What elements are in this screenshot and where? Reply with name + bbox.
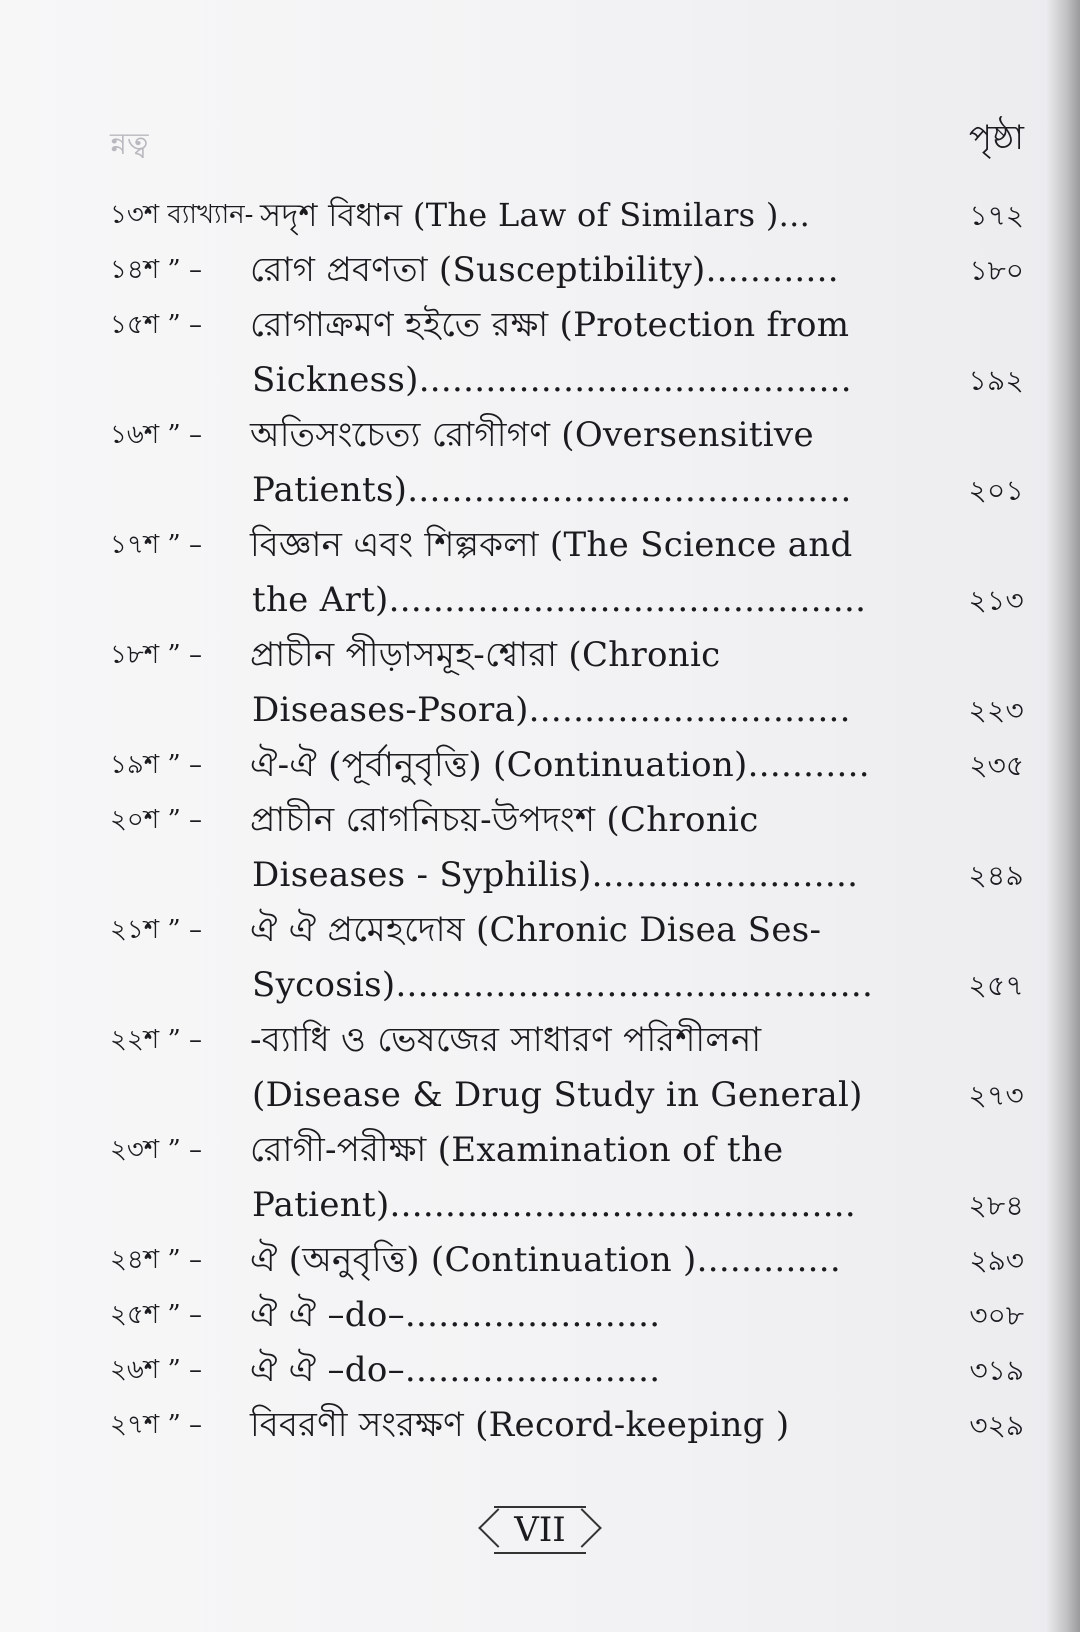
chapter-title: -ব্যাধি ও ভেষজের সাধারণ পরিশীলনা (250, 1020, 762, 1060)
chapter-title-continuation: Sycosis)........................................... (252, 965, 874, 1005)
chapter-title-continuation: the Art)........................................... (252, 580, 867, 620)
page-reference: ১৯২ (968, 364, 1024, 397)
chapter-number: ১৬শ ” – (110, 420, 202, 450)
chapter-number: ২১শ ” – (110, 915, 202, 945)
chapter-title-continuation: Patient).......................................... (252, 1185, 857, 1225)
chapter-title: ঐ ঐ –do–....................... (250, 1295, 661, 1335)
toc-entry-line (110, 1233, 1024, 1288)
toc-entry-line (110, 298, 1024, 353)
toc-entry (110, 518, 1024, 628)
chapter-title: বিজ্ঞান এবং শিল্পকলা (The Science and (250, 525, 853, 565)
page-reference: ২২৩ (968, 694, 1024, 727)
chapter-title: ঐ (অনুবৃত্তি) (Continuation )............. (250, 1240, 841, 1280)
toc-entry-continuation-line (110, 848, 1024, 903)
chapter-title-continuation: (Disease & Drug Study in General) (252, 1075, 863, 1115)
chapter-number: ২৪শ ” – (110, 1245, 202, 1275)
page-edge-shadow (1046, 0, 1080, 1632)
page-reference: ২৯৩ (969, 1244, 1024, 1277)
chapter-title: রোগাক্রমণ হইতে রক্ষা (Protection from (250, 305, 850, 345)
toc-entry-line (110, 1123, 1024, 1178)
page-reference: ৩২৯ (969, 1409, 1024, 1442)
toc-entry-line (110, 628, 1024, 683)
toc-entry (110, 1398, 1024, 1453)
toc-entry-continuation-line (110, 353, 1024, 408)
toc-entry (110, 628, 1024, 738)
table-of-contents (110, 188, 1024, 1453)
toc-entry-line (110, 518, 1024, 573)
toc-entry-line (110, 1288, 1024, 1343)
toc-entry-line (110, 1013, 1024, 1068)
chapter-title: ঐ-ঐ (পূর্বানুবৃত্তি) (Continuation)........... (250, 745, 870, 785)
toc-entry-line (110, 903, 1024, 958)
toc-entry (110, 408, 1024, 518)
chapter-title: প্রাচীন পীড়াসমূহ-শ্বোরা (Chronic (250, 635, 721, 675)
chapter-number: ১৪শ ” – (110, 255, 202, 285)
page-reference: ২৭৩ (968, 1079, 1024, 1112)
toc-entry (110, 903, 1024, 1013)
toc-entry-line (110, 793, 1024, 848)
chapter-title: রোগী-পরীক্ষা (Examination of the (250, 1130, 784, 1170)
toc-entry-continuation-line (110, 683, 1024, 738)
chapter-title: ঐ ঐ প্রমেহদোষ (Chronic Disea Ses- (250, 910, 822, 950)
page-reference: ২৩৫ (969, 749, 1024, 782)
chapter-title-continuation: Sickness)....................................... (252, 360, 852, 400)
chapter-number: ১৫শ ” – (110, 310, 202, 340)
chapter-number: ২৩শ ” – (110, 1135, 203, 1165)
toc-entry-line (110, 1398, 1024, 1453)
toc-entry-line (110, 1343, 1024, 1398)
toc-entry (110, 1123, 1024, 1233)
chapter-number: ২২শ ” – (110, 1025, 203, 1055)
toc-entry (110, 1288, 1024, 1343)
chapter-title-continuation: Diseases - Syphilis)........................ (252, 855, 859, 895)
toc-entry-continuation-line (110, 463, 1024, 518)
page-reference: ১৭২ (969, 199, 1024, 232)
chapter-number: ২৭শ ” – (110, 1410, 203, 1440)
chapter-title-continuation: Diseases-Psora)............................. (252, 690, 851, 730)
chapter-number: ২৬শ ” – (110, 1355, 203, 1385)
toc-entry-line (110, 408, 1024, 463)
page-column-label: পৃষ্ঠা (968, 118, 1024, 158)
page-footer (0, 1506, 1080, 1554)
chapter-title: ঐ ঐ –do–....................... (250, 1350, 661, 1390)
chapter-number: ১৩শ ব্যাখ্যান- (110, 200, 254, 230)
toc-entry (110, 1343, 1024, 1398)
chapter-title: সদৃশ বিধান (The Law of Similars )... (260, 196, 811, 234)
page-reference: ২৫৭ (968, 969, 1024, 1002)
chapter-number: ১৭শ ” – (110, 530, 202, 560)
toc-entry (110, 298, 1024, 408)
toc-entry-continuation-line (110, 1178, 1024, 1233)
toc-entry (110, 1233, 1024, 1288)
chapter-title: বিবরণী সংরক্ষণ (Record-keeping ) (250, 1405, 790, 1445)
toc-entry-continuation-line (110, 958, 1024, 1013)
page-reference: ২৪৯ (968, 859, 1024, 892)
page-reference: ২০১ (968, 474, 1024, 507)
toc-entry (110, 793, 1024, 903)
page-reference: ১৮০ (969, 254, 1024, 287)
chapter-title-continuation: Patients)........................................ (252, 470, 852, 510)
toc-entry-line (110, 738, 1024, 793)
chapter-number: ২০শ ” – (110, 805, 203, 835)
toc-header (110, 112, 1024, 162)
chapter-number: ১৮শ ” – (110, 640, 202, 670)
toc-entry-continuation-line (110, 573, 1024, 628)
page-reference: ৩০৮ (969, 1299, 1024, 1332)
chapter-title: প্রাচীন রোগনিচয়-উপদংশ (Chronic (250, 800, 759, 840)
chapter-number: ২৫শ ” – (110, 1300, 202, 1330)
page-reference: ২৮৪ (968, 1189, 1024, 1222)
toc-entry-line (110, 188, 1024, 243)
toc-entry (110, 738, 1024, 793)
page-reference: ৩১৯ (969, 1354, 1024, 1387)
toc-entry (110, 188, 1024, 243)
toc-entry (110, 243, 1024, 298)
toc-entry-line (110, 243, 1024, 298)
header-left-mark: ন্নত্ব (110, 127, 149, 162)
toc-entry (110, 1013, 1024, 1123)
chapter-title: অতিসংচেত্য রোগীগণ (Oversensitive (250, 415, 814, 455)
page-reference: ২১৩ (968, 584, 1024, 617)
toc-entry-continuation-line (110, 1068, 1024, 1123)
page-number: VII (494, 1506, 585, 1554)
chapter-title: রোগ প্রবণতা (Susceptibility)............ (250, 250, 839, 290)
chapter-number: ১৯শ ” – (110, 750, 202, 780)
